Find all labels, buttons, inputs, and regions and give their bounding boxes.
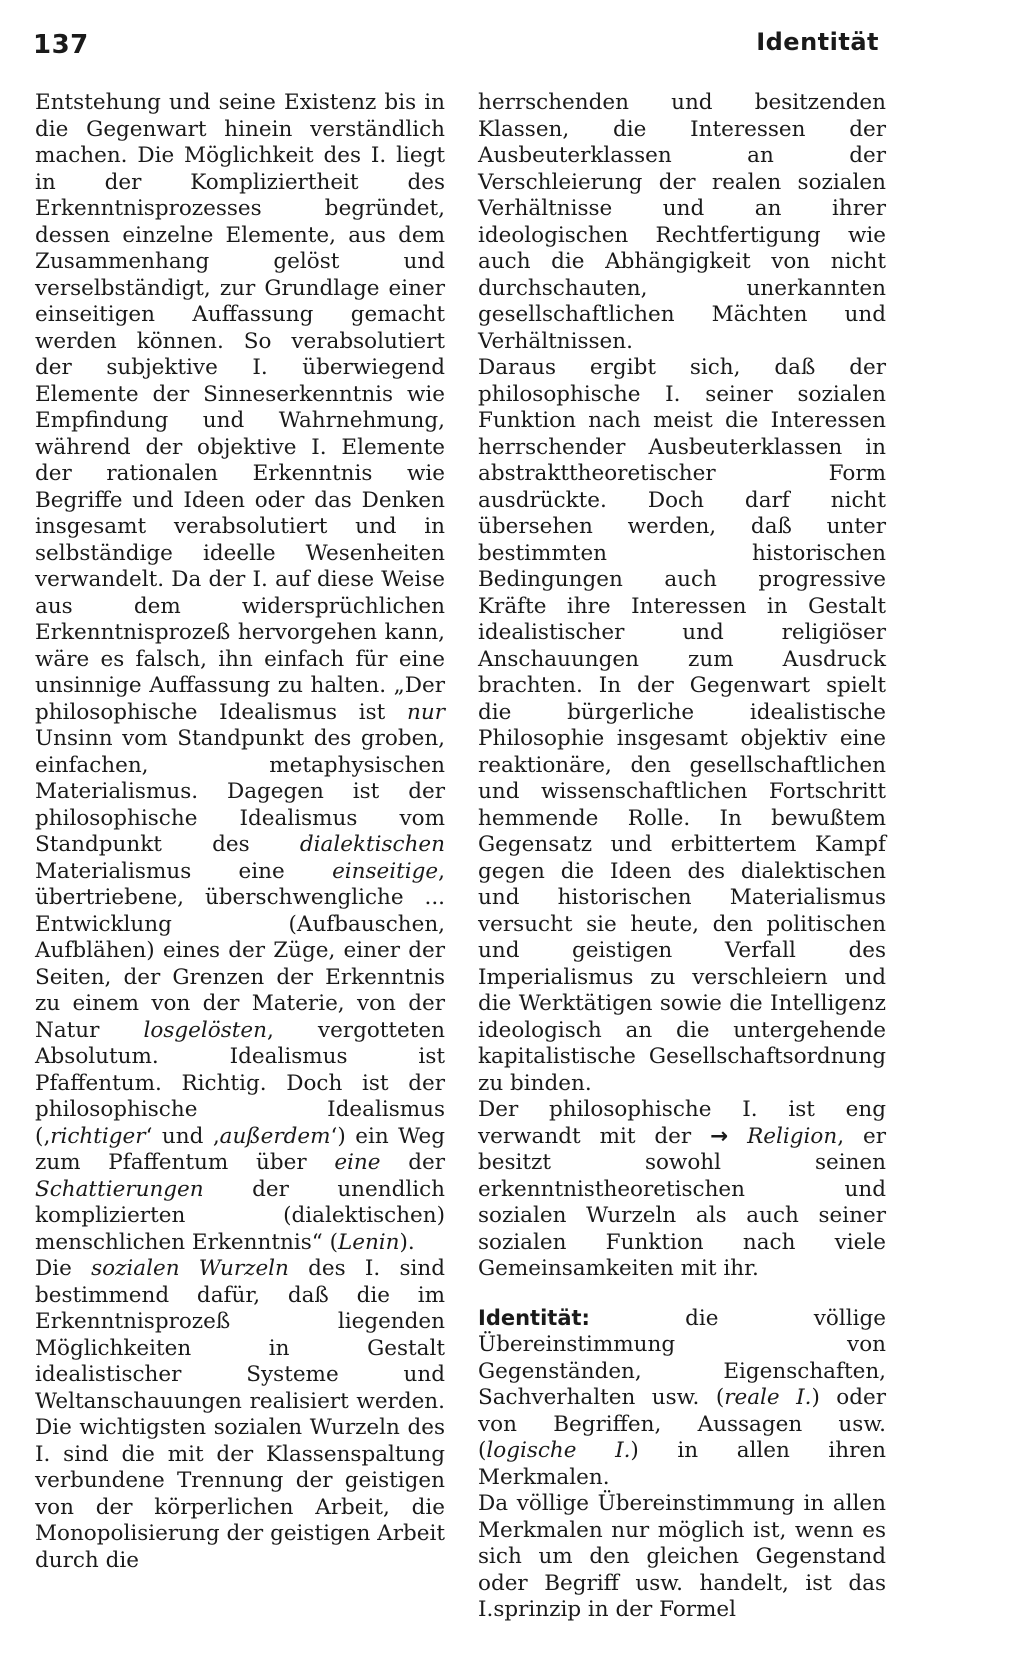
text-run: , er besitzt sowohl seinen erkenntnistheoretischen und sozialen Wurzeln als auch seiner sozialen Funktion nach viele Gemeinsamkeiten mit ihr. <box>478 1123 887 1281</box>
text-run: die völlige Übereinstimmung von Gegenständen, Eigenschaften, Sachverhalten usw. ( <box>478 1305 886 1410</box>
entry-definition <box>478 1305 886 1492</box>
paragraph <box>35 90 445 1256</box>
dictionary-entry-identitaet <box>478 1305 886 1624</box>
text-run: der <box>380 1150 445 1175</box>
paragraph <box>478 1491 886 1624</box>
text-run: , vergotteten Absolutum. Idealismus ist Pfaffentum. Richtig. Doch ist der philosophische Idealismus (‚ <box>35 1017 445 1149</box>
italic-text: eine <box>334 1150 381 1175</box>
paragraph <box>478 1097 886 1283</box>
italic-text: einseitige <box>332 858 439 884</box>
text-run: Die <box>35 1256 92 1281</box>
text-run: des I. sind bestimmend dafür, daß die im Erkenntnisprozeß liegenden Möglichkeiten in Gestalt idealistischer Systeme und Weltanschauungen realisiert werden. Die wichtigsten sozialen Wurzeln des I. sind die mit der Klassenspaltung verbundene Trennung der geistigen von der körperlichen Arbeit, die Monopolisierung der geistigen Arbeit durch die <box>35 1256 446 1573</box>
italic-text: nur <box>407 699 445 725</box>
italic-text: sozialen Wurzeln <box>91 1256 289 1281</box>
italic-text: reale I. <box>724 1385 812 1410</box>
text-run: herrschenden und besitzenden Klassen, die Interessen der Ausbeuterklassen an der Verschleierung der realen sozialen Verhältnisse und an ihrer ideologischen Rechtfertigung wie auch die Abhängigkeit von nicht durchschauten, unerkannten gesellschaftlichen Mächten und Verhältnissen. <box>478 90 886 354</box>
right-column <box>478 90 886 1624</box>
italic-text: Religion <box>747 1123 838 1149</box>
italic-text: losgelösten <box>143 1017 267 1043</box>
paragraph <box>35 1256 445 1574</box>
entry-definition-text <box>478 1306 886 1490</box>
text-run: ) in allen ihren Merkmalen. <box>478 1438 886 1490</box>
text-run: Materialismus eine <box>35 858 333 884</box>
page-number: 137 <box>33 30 89 60</box>
text-run: ‘ und ‚ <box>145 1123 220 1149</box>
italic-text: logische I. <box>486 1438 631 1463</box>
text-run: der unendlich komplizierten (dialektischen) menschlichen Erkenntnis“ ( <box>35 1176 445 1255</box>
text-run: Entstehung und seine Existenz bis in die Gegenwart hinein verständlich machen. Die Möglichkeit des I. liegt in der Kompliziertheit des Erkenntnisprozesses begründet, dessen einzelne Elemente, aus dem Zusammenhang gelöst und verselbständigt, zur Grundlage einer einseitigen Auffassung gemacht werden können. So verabsolutiert der subjektive I. überwiegend Elemente der Sinneserkenntnis wie Empfindung und Wahrnehmung, während der objektive I. Elemente der rationalen Erkenntnis wie Begriffe und Ideen oder das Denken insgesamt verabsolutiert und in selbständige ideelle Wesenheiten verwandelt. Da der I. auf diese Weise aus dem widersprüchlichen Erkenntnisprozeß hervorgehen kann, wäre es falsch, ihn einfach für eine unsinnige Auffassung zu halten. „Der philosophische Idealismus ist <box>35 90 445 725</box>
running-head: Identität <box>756 28 879 56</box>
italic-text: Schattierungen <box>35 1176 204 1202</box>
text-run: Da völlige Übereinstimmung in allen Merkmalen nur möglich ist, wenn es sich um den gleichen Gegenstand oder Begriff usw. handelt, ist das I.sprinzip in der Formel <box>478 1491 886 1622</box>
cross-reference-arrow-icon: → <box>710 1123 729 1149</box>
text-run: Unsinn vom Standpunkt des groben, einfachen, metaphysischen Materialismus. Dagegen ist der philosophische Idealismus vom Standpunkt des <box>35 726 445 857</box>
text-run: ‘) ein Weg zum Pfaffentum über <box>35 1123 445 1175</box>
italic-text: Lenin <box>337 1229 400 1255</box>
paragraph <box>478 90 886 355</box>
entry-headword: Identität: <box>478 1305 590 1330</box>
italic-text: richtiger <box>50 1123 146 1149</box>
left-column <box>35 90 445 1574</box>
text-run: , übertriebene, überschwengliche ... Entwicklung (Aufbauschen, Aufblähen) eines der Züge, einer der Seiten, der Grenzen der Erkenntnis zu einem von der Materie, von der Natur <box>35 858 445 1043</box>
italic-text: dialektischen <box>299 832 445 857</box>
text-run <box>728 1124 747 1149</box>
text-run: ). <box>399 1229 415 1255</box>
text-run: Daraus ergibt sich, daß der philosophische I. seiner sozialen Funktion nach meist die Interessen herrschender Ausbeuterklassen in abstrakttheoretischer Form ausdrückte. Doch darf nicht übersehen werden, daß unter bestimmten historischen Bedingungen auch progressive Kräfte ihre Interessen in Gestalt idealistischer und religiöser Anschauungen zum Ausdruck brachten. In der Gegenwart spielt die bürgerliche idealistische Philosophie insgesamt objektiv eine reaktionäre, den gesellschaftlichen und wissenschaftlichen Fortschritt hemmende Rolle. In bewußtem Gegensatz und erbittertem Kampf gegen die Ideen des dialektischen und historischen Materialismus versucht sie heute, den politischen und geistigen Verfall des Imperialismus zu verschleiern und die Werktätigen sowie die Intelligenz ideologisch an die untergehende kapitalistische Gesellschaftsordnung zu binden. <box>478 355 886 1096</box>
text-run: ) oder von Begriffen, Aussagen usw. ( <box>478 1385 886 1463</box>
italic-text: außerdem <box>219 1123 331 1149</box>
text-run: Der philosophische I. ist eng verwandt mit der <box>478 1097 886 1149</box>
paragraph <box>478 355 886 1097</box>
